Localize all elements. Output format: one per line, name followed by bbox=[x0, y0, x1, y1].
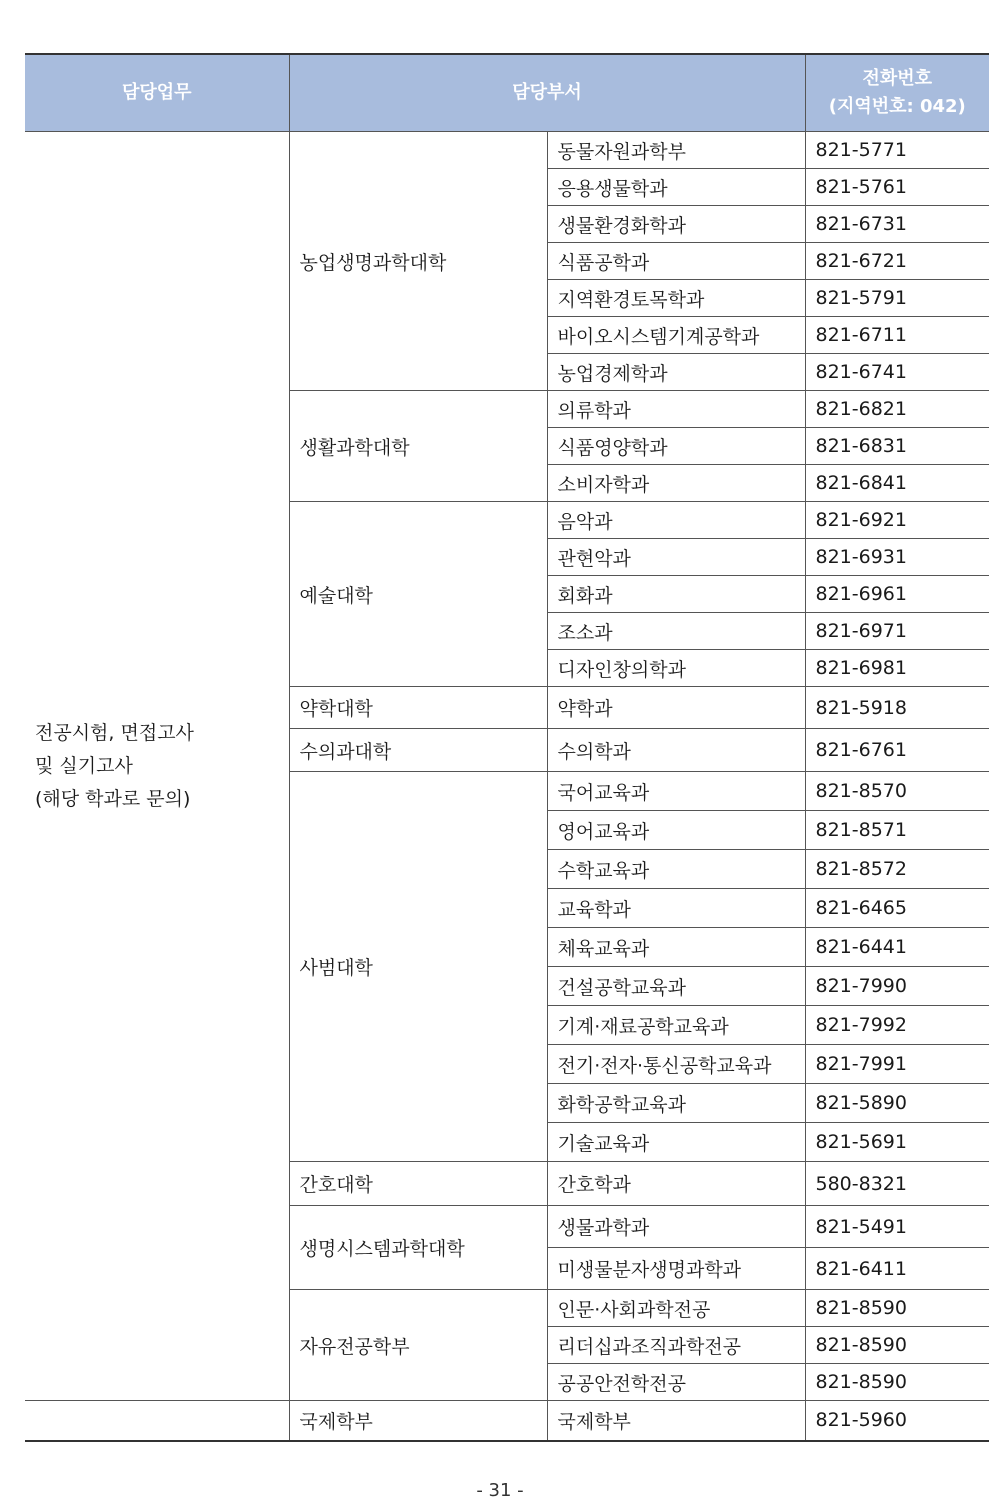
department-cell: 지역환경토목학과 bbox=[547, 280, 805, 317]
phone-cell: 821-8571 bbox=[805, 811, 989, 850]
college-cell: 생활과학대학 bbox=[289, 391, 547, 502]
phone-cell: 821-7992 bbox=[805, 1006, 989, 1045]
college-cell: 수의과대학 bbox=[289, 729, 547, 772]
contact-table bbox=[25, 53, 989, 1442]
department-cell: 식품공학과 bbox=[547, 243, 805, 280]
phone-cell: 821-6411 bbox=[805, 1248, 989, 1290]
department-cell: 기계·재료공학교육과 bbox=[547, 1006, 805, 1045]
department-cell: 바이오시스템기계공학과 bbox=[547, 317, 805, 354]
department-cell: 식품영양학과 bbox=[547, 428, 805, 465]
college-cell: 생명시스템과학대학 bbox=[289, 1206, 547, 1290]
phone-cell: 821-6465 bbox=[805, 889, 989, 928]
phone-cell: 821-6981 bbox=[805, 650, 989, 687]
phone-cell: 821-6731 bbox=[805, 206, 989, 243]
department-cell: 소비자학과 bbox=[547, 465, 805, 502]
phone-cell: 821-7991 bbox=[805, 1045, 989, 1084]
phone-cell: 821-6441 bbox=[805, 928, 989, 967]
department-cell: 기술교육과 bbox=[547, 1123, 805, 1162]
department-cell: 조소과 bbox=[547, 613, 805, 650]
phone-cell: 821-6961 bbox=[805, 576, 989, 613]
header-phone-line1: 전화번호 bbox=[862, 68, 933, 89]
department-cell: 생물과학과 bbox=[547, 1206, 805, 1248]
phone-cell: 821-5761 bbox=[805, 169, 989, 206]
department-cell: 국제학부 bbox=[547, 1401, 805, 1441]
header-phone-line2: (지역번호: 042) bbox=[828, 96, 966, 117]
college-cell: 국제학부 bbox=[289, 1401, 547, 1441]
department-cell: 동물자원과학부 bbox=[547, 132, 805, 169]
phone-cell: 821-5918 bbox=[805, 687, 989, 729]
college-cell: 농업생명과학대학 bbox=[289, 132, 547, 391]
header-phone bbox=[805, 54, 989, 132]
phone-cell: 821-5791 bbox=[805, 280, 989, 317]
department-cell: 체육교육과 bbox=[547, 928, 805, 967]
phone-cell: 821-8570 bbox=[805, 772, 989, 811]
task-line: 전공시험, 면접고사 bbox=[35, 721, 194, 744]
page-number: - 31 - bbox=[476, 1480, 524, 1501]
department-cell: 디자인창의학과 bbox=[547, 650, 805, 687]
department-cell: 화학공학교육과 bbox=[547, 1084, 805, 1123]
department-cell: 건설공학교육과 bbox=[547, 967, 805, 1006]
department-cell: 간호학과 bbox=[547, 1162, 805, 1206]
college-cell: 예술대학 bbox=[289, 502, 547, 687]
phone-cell: 821-6921 bbox=[805, 502, 989, 539]
department-cell: 영어교육과 bbox=[547, 811, 805, 850]
task-line: (해당 학과로 문의) bbox=[35, 787, 191, 810]
department-cell: 회화과 bbox=[547, 576, 805, 613]
department-cell: 전기·전자·통신공학교육과 bbox=[547, 1045, 805, 1084]
college-cell: 약학대학 bbox=[289, 687, 547, 729]
phone-cell: 821-5771 bbox=[805, 132, 989, 169]
department-cell: 국어교육과 bbox=[547, 772, 805, 811]
phone-cell: 821-8590 bbox=[805, 1290, 989, 1327]
task-cell bbox=[25, 132, 289, 1401]
table-row bbox=[25, 1401, 989, 1441]
phone-cell: 821-6761 bbox=[805, 729, 989, 772]
table-row bbox=[25, 132, 989, 169]
phone-cell: 821-6831 bbox=[805, 428, 989, 465]
department-cell: 농업경제학과 bbox=[547, 354, 805, 391]
header-task: 담당업무 bbox=[25, 54, 289, 132]
phone-cell: 821-6841 bbox=[805, 465, 989, 502]
phone-cell: 821-6821 bbox=[805, 391, 989, 428]
phone-cell: 821-5960 bbox=[805, 1401, 989, 1441]
department-cell: 응용생물학과 bbox=[547, 169, 805, 206]
department-cell: 공공안전학전공 bbox=[547, 1364, 805, 1401]
phone-cell: 821-6741 bbox=[805, 354, 989, 391]
department-cell: 약학과 bbox=[547, 687, 805, 729]
department-cell: 의류학과 bbox=[547, 391, 805, 428]
department-cell: 음악과 bbox=[547, 502, 805, 539]
department-cell: 생물환경화학과 bbox=[547, 206, 805, 243]
task-line: 및 실기고사 bbox=[35, 754, 133, 777]
phone-cell: 821-6971 bbox=[805, 613, 989, 650]
college-cell: 간호대학 bbox=[289, 1162, 547, 1206]
phone-cell: 821-5890 bbox=[805, 1084, 989, 1123]
header-row bbox=[25, 54, 989, 132]
department-cell: 미생물분자생명과학과 bbox=[547, 1248, 805, 1290]
college-cell: 자유전공학부 bbox=[289, 1290, 547, 1401]
phone-cell: 821-6721 bbox=[805, 243, 989, 280]
phone-cell: 821-6931 bbox=[805, 539, 989, 576]
phone-cell: 821-6711 bbox=[805, 317, 989, 354]
department-cell: 인문·사회과학전공 bbox=[547, 1290, 805, 1327]
header-department: 담당부서 bbox=[289, 54, 805, 132]
phone-cell: 821-8590 bbox=[805, 1327, 989, 1364]
phone-cell: 580-8321 bbox=[805, 1162, 989, 1206]
department-cell: 수의학과 bbox=[547, 729, 805, 772]
phone-cell: 821-7990 bbox=[805, 967, 989, 1006]
phone-cell: 821-8590 bbox=[805, 1364, 989, 1401]
department-cell: 수학교육과 bbox=[547, 850, 805, 889]
department-cell: 리더십과조직과학전공 bbox=[547, 1327, 805, 1364]
college-cell: 사범대학 bbox=[289, 772, 547, 1162]
phone-cell: 821-5491 bbox=[805, 1206, 989, 1248]
department-cell: 관현악과 bbox=[547, 539, 805, 576]
phone-cell: 821-8572 bbox=[805, 850, 989, 889]
task-cell-empty bbox=[25, 1401, 289, 1441]
department-cell: 교육학과 bbox=[547, 889, 805, 928]
phone-cell: 821-5691 bbox=[805, 1123, 989, 1162]
